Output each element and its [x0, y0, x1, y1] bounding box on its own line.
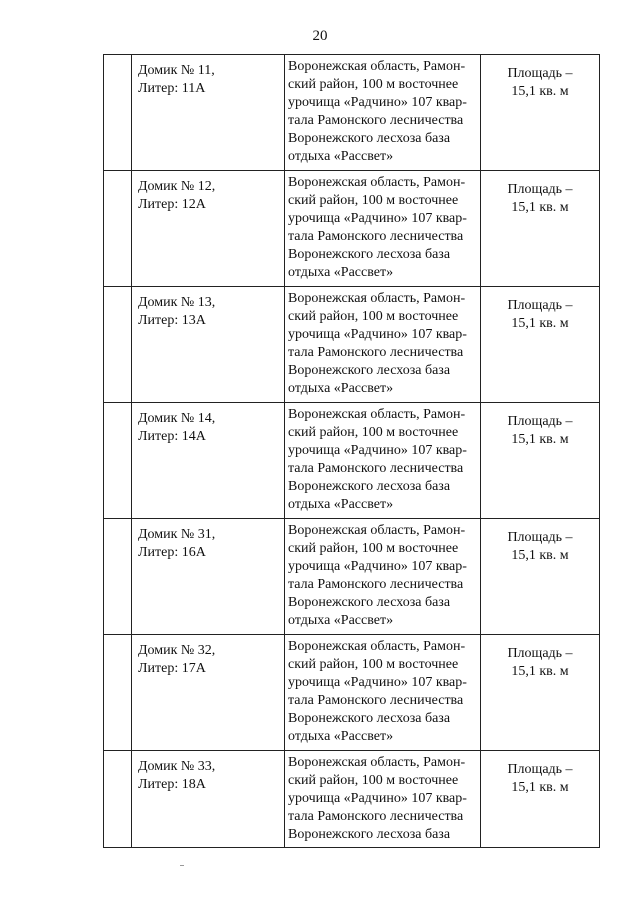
- building-name-line: Литер: 12А: [138, 197, 206, 212]
- page-number: 20: [312, 28, 328, 44]
- address-line: Воронежская область, Рамон-: [288, 523, 466, 538]
- row-number-cell: [104, 751, 132, 848]
- address-cell: [285, 171, 481, 287]
- address-cell: [285, 287, 481, 403]
- address-line: ский район, 100 м восточнее: [288, 309, 459, 324]
- address-line: Воронежская область, Рамон-: [288, 175, 466, 190]
- table-row: [104, 519, 600, 635]
- row-number-cell: [104, 403, 132, 519]
- row-number-cell: [104, 287, 132, 403]
- address-line: тала Рамонского лесничества: [288, 229, 464, 244]
- area-line: 15,1 кв. м: [511, 84, 569, 99]
- row-number-cell: [104, 171, 132, 287]
- table-row: [104, 287, 600, 403]
- building-name-cell: [132, 403, 285, 519]
- address-line: отдыха «Рассвет»: [288, 265, 394, 280]
- address-line: урочища «Радчино» 107 квар-: [288, 675, 467, 690]
- area-line: 15,1 кв. м: [511, 780, 569, 795]
- area-cell: [481, 55, 600, 171]
- address-line: тала Рамонского лесничества: [288, 461, 464, 476]
- address-line: тала Рамонского лесничества: [288, 113, 464, 128]
- address-line: Воронежского лесхоза база: [288, 711, 451, 726]
- address-cell: [285, 751, 481, 848]
- building-name-cell: [132, 635, 285, 751]
- address-line: Воронежского лесхоза база: [288, 131, 451, 146]
- address-line: урочища «Радчино» 107 квар-: [288, 327, 467, 342]
- address-line: ский район, 100 м восточнее: [288, 425, 459, 440]
- address-line: Воронежского лесхоза база: [288, 595, 451, 610]
- address-line: урочища «Радчино» 107 квар-: [288, 791, 467, 806]
- building-name-cell: [132, 751, 285, 848]
- building-name-line: Литер: 11А: [138, 81, 206, 96]
- area-line: Площадь –: [507, 298, 573, 313]
- table-row: [104, 751, 600, 848]
- address-line: Воронежская область, Рамон-: [288, 59, 466, 74]
- table-row: [104, 635, 600, 751]
- table-body: [104, 55, 600, 848]
- area-cell: [481, 635, 600, 751]
- table-row: [104, 171, 600, 287]
- area-line: 15,1 кв. м: [511, 432, 569, 447]
- area-cell: [481, 519, 600, 635]
- address-line: урочища «Радчино» 107 квар-: [288, 559, 467, 574]
- row-number-cell: [104, 519, 132, 635]
- table-row: [104, 55, 600, 171]
- area-line: 15,1 кв. м: [511, 548, 569, 563]
- address-line: Воронежского лесхоза база: [288, 247, 451, 262]
- area-line: Площадь –: [507, 414, 573, 429]
- address-cell: [285, 403, 481, 519]
- address-line: урочища «Радчино» 107 квар-: [288, 443, 467, 458]
- area-cell: [481, 171, 600, 287]
- building-name-line: Литер: 16А: [138, 545, 206, 560]
- area-line: Площадь –: [507, 530, 573, 545]
- building-name-line: Домик № 12,: [138, 179, 216, 194]
- area-line: 15,1 кв. м: [511, 664, 569, 679]
- address-line: Воронежская область, Рамон-: [288, 407, 466, 422]
- address-line: отдыха «Рассвет»: [288, 613, 394, 628]
- building-name-line: Литер: 17А: [138, 661, 206, 676]
- area-line: Площадь –: [507, 762, 573, 777]
- address-line: отдыха «Рассвет»: [288, 149, 394, 164]
- address-line: ский район, 100 м восточнее: [288, 193, 459, 208]
- building-name-line: Домик № 32,: [138, 643, 216, 658]
- area-line: 15,1 кв. м: [511, 200, 569, 215]
- area-line: Площадь –: [507, 66, 573, 81]
- area-cell: [481, 287, 600, 403]
- area-line: Площадь –: [507, 646, 573, 661]
- address-line: Воронежская область, Рамон-: [288, 639, 466, 654]
- building-name-line: Домик № 13,: [138, 295, 216, 310]
- address-line: ский район, 100 м восточнее: [288, 541, 459, 556]
- row-number-cell: [104, 635, 132, 751]
- building-name-cell: [132, 55, 285, 171]
- address-line: тала Рамонского лесничества: [288, 809, 464, 824]
- address-line: ский район, 100 м восточнее: [288, 657, 459, 672]
- table-row: [104, 403, 600, 519]
- address-line: отдыха «Рассвет»: [288, 497, 394, 512]
- area-cell: [481, 403, 600, 519]
- address-line: Воронежского лесхоза база: [288, 827, 451, 842]
- area-line: Площадь –: [507, 182, 573, 197]
- address-line: тала Рамонского лесничества: [288, 693, 464, 708]
- address-line: Воронежская область, Рамон-: [288, 291, 466, 306]
- address-line: урочища «Радчино» 107 квар-: [288, 95, 467, 110]
- buildings-table: [103, 54, 600, 848]
- address-line: тала Рамонского лесничества: [288, 577, 464, 592]
- building-name-cell: [132, 519, 285, 635]
- area-line: 15,1 кв. м: [511, 316, 569, 331]
- address-cell: [285, 519, 481, 635]
- building-name-line: Литер: 14А: [138, 429, 206, 444]
- building-name-cell: [132, 171, 285, 287]
- address-line: отдыха «Рассвет»: [288, 381, 394, 396]
- building-name-line: Домик № 33,: [138, 759, 216, 774]
- address-line: Воронежского лесхоза база: [288, 479, 451, 494]
- address-line: Воронежская область, Рамон-: [288, 755, 466, 770]
- building-name-line: Литер: 18А: [138, 777, 206, 792]
- building-name-line: Домик № 14,: [138, 411, 216, 426]
- address-line: отдыха «Рассвет»: [288, 729, 394, 744]
- building-name-line: Домик № 31,: [138, 527, 216, 542]
- area-cell: [481, 751, 600, 848]
- address-cell: [285, 55, 481, 171]
- address-line: ский район, 100 м восточнее: [288, 77, 459, 92]
- address-line: Воронежского лесхоза база: [288, 363, 451, 378]
- building-name-line: Домик № 11,: [138, 63, 215, 78]
- row-number-cell: [104, 55, 132, 171]
- address-line: ский район, 100 м восточнее: [288, 773, 459, 788]
- address-line: урочища «Радчино» 107 квар-: [288, 211, 467, 226]
- building-name-line: Литер: 13А: [138, 313, 206, 328]
- address-line: тала Рамонского лесничества: [288, 345, 464, 360]
- address-cell: [285, 635, 481, 751]
- scan-mark: [180, 865, 184, 866]
- building-name-cell: [132, 287, 285, 403]
